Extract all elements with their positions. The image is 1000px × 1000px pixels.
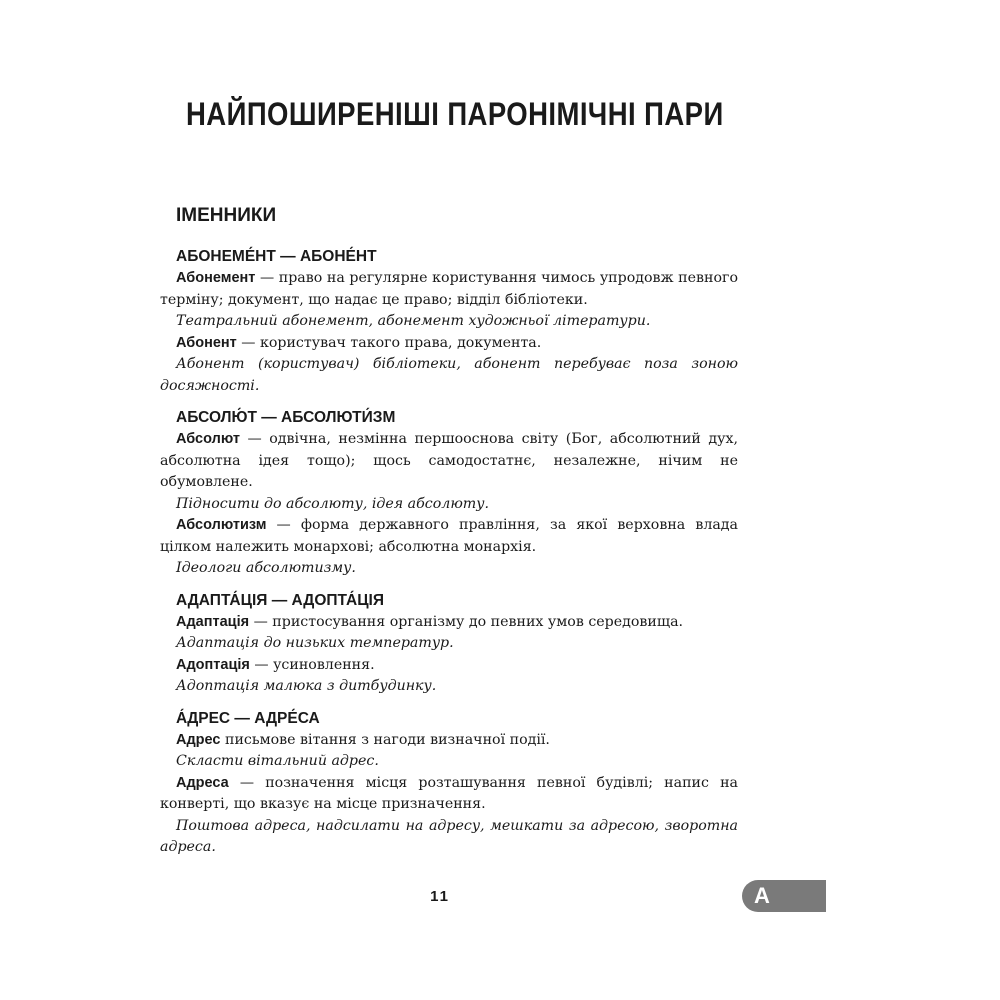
definition xyxy=(160,730,738,752)
section-heading: ІМЕННИКИ xyxy=(176,205,277,226)
definition-text: — користувач такого права, документа. xyxy=(236,334,542,351)
example: Адаптація до низьких температур. xyxy=(176,635,454,651)
definition xyxy=(160,655,738,677)
example: Театральний абонемент, абонемент художньої літератури. xyxy=(176,313,651,329)
paronym-entry xyxy=(160,246,738,397)
definition-text: — усиновлення. xyxy=(249,656,375,673)
definition-term: Абонент xyxy=(176,334,237,351)
definition-term: Адоптація xyxy=(176,656,250,673)
definition-term: Адреса xyxy=(176,774,229,791)
definition xyxy=(160,773,738,816)
example: Адоптація малюка з дитбудинку. xyxy=(176,678,437,694)
definition-text: — право на регулярне користування чимось упродовж певного терміну; документ, що надає це право; відділ бібліотеки. xyxy=(160,270,738,308)
definition-text: — одвічна, незмінна першооснова світу (Бог, абсолютний дух, абсолютна ідея тощо); щось самодостатнє, незалежне, нічим не обумовлене. xyxy=(160,431,738,490)
entry-heading: АБСОЛЮ́Т — АБСОЛЮТИ́ЗМ xyxy=(176,409,396,426)
definition xyxy=(160,333,738,355)
definition-text: — позначення місця розташування певної будівлі; напис на конверті, що вказує на місце призначення. xyxy=(160,774,738,812)
definition-text: — пристосування організму до певних умов середовища. xyxy=(249,613,684,630)
definition xyxy=(160,268,738,311)
definition-term: Адрес xyxy=(176,731,221,748)
definition-term: Абонемент xyxy=(176,270,256,286)
example: Підносити до абсолюту, ідея абсолюту. xyxy=(176,495,489,512)
paronym-entry xyxy=(160,590,738,698)
definition-term: Адаптація xyxy=(176,613,250,630)
entry-heading: АБОНЕМЕ́НТ — АБОНЕ́НТ xyxy=(176,248,377,265)
letter-tab xyxy=(742,880,826,912)
definition xyxy=(160,515,738,558)
definition-text: — форма державного правління, за якої верховна влада цілком належить монархові; абсолютна монархія. xyxy=(160,517,738,555)
page-title: НАЙПОШИРЕНІШІ ПАРОНІМІЧНІ ПАРИ xyxy=(186,96,724,132)
paronym-entry xyxy=(160,708,738,859)
paronym-entry xyxy=(160,407,738,580)
definition-term: Абсолют xyxy=(176,431,240,447)
example: Скласти вітальний адрес. xyxy=(176,753,379,769)
example: Ідеологи абсолютизму. xyxy=(176,560,356,576)
example: Абонент (користувач) бібліотеки, абонент перебуває поза зоною досяжності. xyxy=(160,356,738,394)
page-number: 11 xyxy=(430,888,450,905)
entry-heading: АДАПТА́ЦІЯ — АДОПТА́ЦІЯ xyxy=(176,591,384,609)
letter-tab-label: А xyxy=(754,883,770,908)
entries-list xyxy=(160,246,738,869)
definition xyxy=(160,612,738,634)
definition-term: Абсолютизм xyxy=(176,517,267,533)
example: Поштова адреса, надсилати на адресу, мешкати за адресою, зворотна адреса. xyxy=(160,817,738,855)
definition-text: письмове вітання з нагоди визначної події. xyxy=(220,731,550,748)
entry-heading: А́ДРЕС — АДРЕ́СА xyxy=(176,709,320,727)
definition xyxy=(160,429,738,494)
